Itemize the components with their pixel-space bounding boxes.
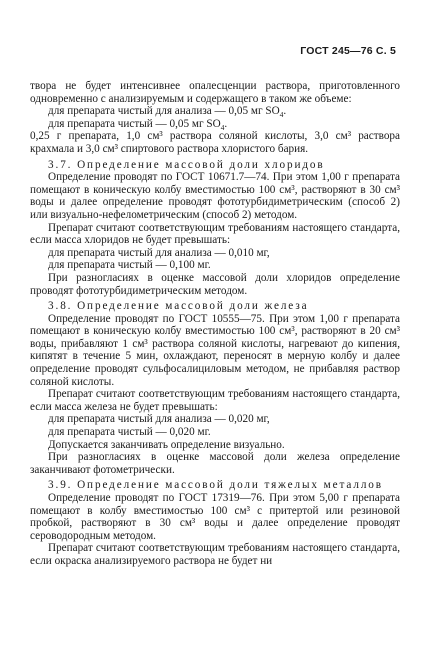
paragraph: Определение проводят по ГОСТ 10555—75. При этом 1,00 г препарата помещают в коническую колбу вместимостью 100 см³, растворяют в 20 см³ воды, прибавляют 1 см³ раствора соляной кислоты, нагревают до кипения, кипятят в течение 5 мин, охлаждают, переносят в мерную колбу и далее определение проводят сульфосалициловым методом, не прибавляя раствор соляной кислоты. <box>30 312 400 388</box>
requirement-text: для препарата чистый — 0,05 мг SO <box>48 117 221 130</box>
requirement-list <box>30 105 400 133</box>
paragraph: При разногласиях в оценке массовой доли железа определение заканчивают фотометрически. <box>30 451 400 476</box>
paragraph: Определение проводят по ГОСТ 17319—76. При этом 5,00 г препарата помещают в колбу вместимостью 100 см³ с притертой или резиновой пробкой, растворяют в 30 см³ воды и далее определение проводят сероводородным методом. <box>30 492 400 542</box>
section-heading: 3.8. Определение массовой доли железа <box>48 300 309 313</box>
section-heading: 3.9. Определение массовой доли тяжелых металлов <box>48 479 383 492</box>
paragraph: Препарат считают соответствующим требованиям настоящего стандарта, если масса хлоридов не будет превышать: <box>30 221 400 247</box>
requirement-punct: . <box>224 117 228 130</box>
requirement-line <box>48 259 400 272</box>
requirement-punct: . <box>283 105 287 118</box>
document-body <box>30 80 400 568</box>
requirement-line <box>48 426 400 439</box>
paragraph: Определение проводят по ГОСТ 10671.7—74. При этом 1,00 г препарата помещают в коническую колбу вместимостью 100 см³, растворяют в 30 см³ воды и далее определение проводят фототурбидиметрическим (способ 2) или визуально-нефелометрическим (способ 2) методом. <box>30 171 400 221</box>
paragraph: Допускается заканчивать определение визуально. <box>48 438 285 451</box>
paragraph: Препарат считают соответствующим требованиям настоящего стандарта, если окраска анализируемого раствора не будет ни <box>30 542 400 567</box>
formula-subscript: 4 <box>279 110 284 120</box>
requirement-text: для препарата чистый для анализа — 0,020 мг, <box>48 413 270 426</box>
requirement-text: для препарата чистый для анализа — 0,010 мг, <box>48 246 270 259</box>
requirement-line <box>48 105 400 118</box>
requirement-text: для препарата чистый — 0,020 мг. <box>48 426 211 439</box>
formula-subscript: 4 <box>220 123 225 133</box>
paragraph: Препарат считают соответствующим требованиям настоящего стандарта, если масса железа не будет превышать: <box>30 388 400 413</box>
requirement-list <box>30 247 400 272</box>
requirement-text: для препарата чистый для анализа — 0,05 мг SO <box>48 105 280 118</box>
requirement-line <box>48 413 400 426</box>
paragraph: твора не будет интенсивнее опалесценции раствора, приготовленного одновременно с анализируемым и содержащего в таком же объеме: <box>30 80 400 105</box>
section-heading: 3.7. Определение массовой доли хлоридов <box>48 158 325 171</box>
running-header: ГОСТ 245—76 С. 5 <box>300 45 396 57</box>
paragraph: При разногласиях в оценке массовой доли хлоридов определение проводят фототурбидиметрическим методом. <box>30 271 400 297</box>
requirement-list <box>30 413 400 438</box>
requirement-line <box>48 118 400 131</box>
requirement-line <box>48 247 400 260</box>
paragraph: 0,25 г препарата, 1,0 см³ раствора соляной кислоты, 3,0 см³ раствора крахмала и 3,0 см³ спиртового раствора хлористого бария. <box>30 130 400 155</box>
requirement-text: для препарата чистый — 0,100 мг. <box>48 259 211 272</box>
